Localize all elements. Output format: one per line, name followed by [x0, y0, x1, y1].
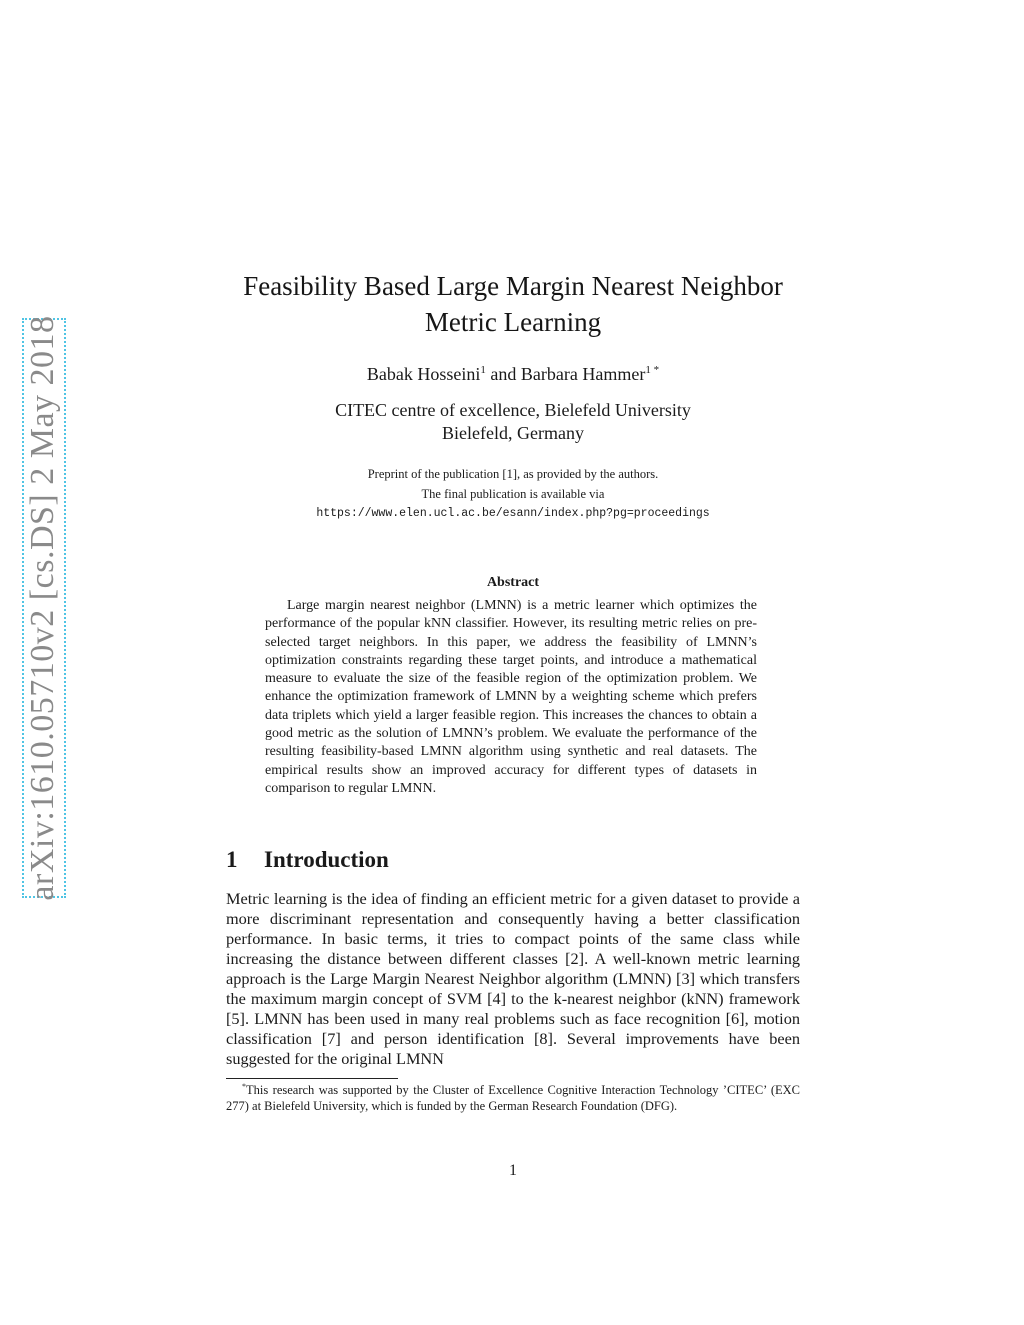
affiliation-mark: 1 [645, 364, 651, 376]
affiliation-line-1: CITEC centre of excellence, Bielefeld University [335, 400, 691, 420]
arxiv-identifier[interactable]: arXiv:1610.05710v2 [cs.DS] 2 May 2018 [24, 315, 61, 901]
author-conjunction: and [485, 364, 521, 384]
preprint-line-2: The final publication is available via [421, 487, 605, 501]
affiliation [226, 399, 800, 445]
footnote-text: This research was supported by the Cluster of Excellence Cognitive Interaction Technology ’CITEC’ (EXC 277) at Bielefeld University, which is funded by the German Research Foundation (DFG). [226, 1083, 800, 1113]
footnote [226, 1082, 800, 1114]
page-number: 1 [509, 1162, 517, 1179]
author-list [226, 362, 800, 386]
section-heading [226, 845, 389, 875]
abstract-text: Large margin nearest neighbor (LMNN) is a metric learner which optimizes the performance of the popular kNN classifier. However, its resulting metric relies on pre-selected target neighbors. In this paper, we address the feasibility of LMNN’s optimization constraints regarding these target points, and introduce a mathematical measure to evaluate the size of the feasible region of the optimization problem. We enhance the optimization framework of LMNN by a weighting scheme which prefers data triplets which yield a larger feasible region. This increases the chances to obtain a good metric as the solution of LMNN’s problem. We evaluate the performance of the resulting feasibility-based LMNN algorithm using synthetic and real datasets. The empirical results show an improved accuracy for different types of datasets in comparison to regular LMNN. [265, 598, 757, 796]
paper-title [226, 268, 800, 340]
preprint-line-1: Preprint of the publication [1], as provided by the authors. [367, 467, 659, 481]
footnote-mark: * [650, 364, 660, 376]
footnote-divider [226, 1078, 398, 1079]
abstract-heading: Abstract [486, 575, 540, 590]
author-name: Babak Hosseini [366, 364, 481, 384]
section-number: 1 [226, 847, 238, 872]
author-name: Barbara Hammer [520, 364, 646, 384]
section-title: Introduction [264, 847, 389, 872]
introduction-paragraph: Metric learning is the idea of finding an efficient metric for a given dataset to provide a more discriminant representation and consequently having a better classification performance. In basic terms, it tries to compact points of the same class while increasing the distance between different classes [2]. A well-known metric learning approach is the Large Margin Nearest Neighbor algorithm (LMNN) [3] which transfers the maximum margin concept of SVM [4] to the k-nearest neighbor (kNN) framework [5]. LMNN has been used in many real problems such as face recognition [6], motion classification [7] and person identification [8]. Several improvements have been suggested for the original LMNN [226, 889, 800, 1068]
preprint-url-link[interactable]: https://www.elen.ucl.ac.be/esann/index.php?pg=proceedings [316, 507, 710, 520]
title-line-1: Feasibility Based Large Margin Nearest Neighbor [243, 271, 783, 301]
affiliation-mark: 1 [480, 364, 486, 376]
affiliation-line-2: Bielefeld, Germany [442, 423, 584, 443]
title-line-2: Metric Learning [424, 307, 602, 337]
footnote-mark: * [242, 1081, 246, 1091]
preprint-notice [226, 464, 800, 524]
